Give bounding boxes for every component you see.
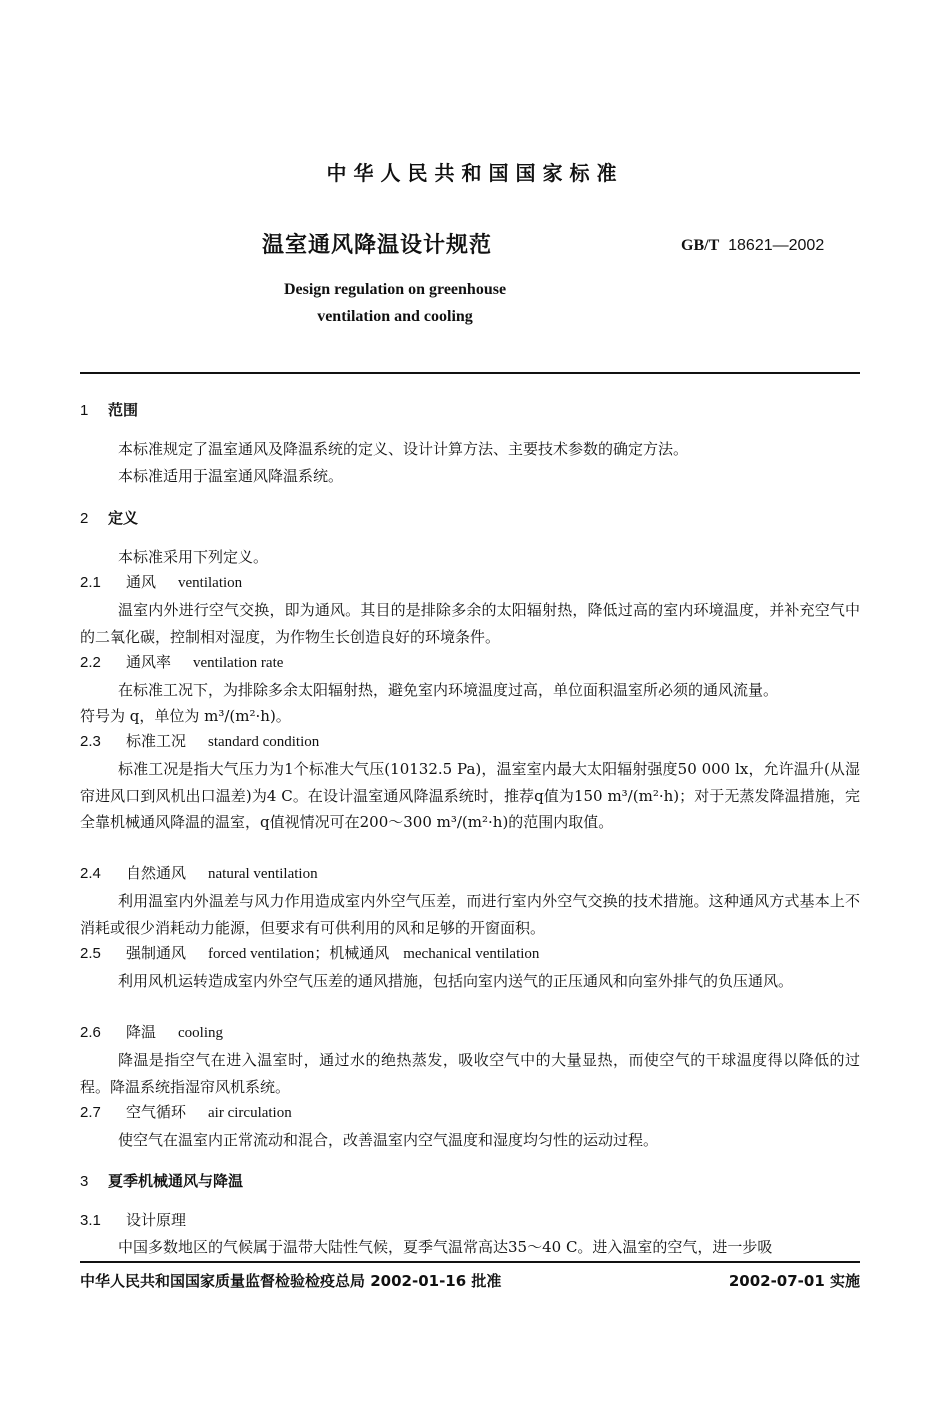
- definition-2-4-text: 利用温室内外温差与风力作用造成室内外空气压差，而进行室内外空气交换的技术措施。这种通风方式基本上不消耗或很少消耗动力能源，但要求有可供利用的风和足够的开窗面积。: [80, 892, 860, 937]
- definition-term-en: forced ventilation；机械通风: [208, 946, 390, 962]
- definition-term-en: ventilation rate: [193, 655, 284, 671]
- definition-term-en-2: mechanical ventilation: [403, 946, 540, 962]
- definition-2-7-heading: [80, 1101, 292, 1122]
- definition-number: 2.3: [80, 733, 101, 750]
- subsection-3-1-text: 中国多数地区的气候属于温带大陆性气候，夏季气温常高达35～40 C。进入温室的空气，进一步吸: [118, 1238, 773, 1256]
- definition-term: 自然通风: [126, 864, 187, 882]
- definition-number: 2.2: [80, 654, 101, 671]
- bottom-divider: [80, 1261, 860, 1263]
- standard-code: 18621—2002: [728, 237, 825, 254]
- definition-term-en: ventilation: [178, 575, 243, 591]
- footer-approval: 中华人民共和国国家质量监督检验检疫总局 2002-01-16 批准: [80, 1272, 502, 1290]
- section-number: 2: [80, 510, 89, 527]
- definition-2-1-heading: [80, 571, 242, 592]
- definition-2-2-heading: [80, 651, 283, 672]
- subsection-3-1-heading: [80, 1209, 186, 1230]
- header-national-standard: 中华人民共和国国家标准: [326, 161, 624, 185]
- subsection-number: 3.1: [80, 1212, 101, 1229]
- definition-term: 标准工况: [126, 732, 187, 750]
- english-title-line-2: ventilation and cooling: [317, 308, 473, 325]
- definition-number: 2.7: [80, 1104, 101, 1121]
- definition-term-en: natural ventilation: [208, 866, 318, 882]
- standard-prefix: GB/T: [681, 237, 720, 254]
- section-2-intro: 本标准采用下列定义。: [118, 548, 269, 566]
- section-number: 3: [80, 1173, 89, 1190]
- top-divider: [80, 372, 860, 374]
- definition-number: 2.5: [80, 945, 101, 962]
- standard-number: [681, 237, 824, 255]
- definition-number: 2.6: [80, 1024, 101, 1041]
- definition-2-7-text: 使空气在温室内正常流动和混合，改善温室内空气温度和湿度均匀性的运动过程。: [118, 1131, 659, 1149]
- definition-term: 通风率: [126, 653, 172, 671]
- definition-number: 2.1: [80, 574, 101, 591]
- section-number: 1: [80, 402, 89, 419]
- document-title: 温室通风降温设计规范: [262, 233, 493, 258]
- definition-term: 空气循环: [126, 1103, 187, 1121]
- section-3-heading: [80, 1170, 243, 1191]
- definition-2-2-text-2: 符号为 q，单位为 m³/(m²·h)。: [80, 707, 291, 725]
- definition-2-1-text: 温室内外进行空气交换，即为通风。其目的是排除多余的太阳辐射热，降低过高的室内环境温度，并补充空气中的二氧化碳，控制相对湿度，为作物生长创造良好的环境条件。: [80, 601, 860, 646]
- definition-term: 强制通风: [126, 944, 187, 962]
- section-title: 范围: [108, 401, 139, 419]
- definition-2-5-heading: [80, 942, 539, 963]
- section-2-heading: [80, 507, 138, 528]
- subsection-term: 设计原理: [126, 1211, 187, 1229]
- section-title: 定义: [108, 509, 139, 527]
- definition-number: 2.4: [80, 865, 101, 882]
- definition-2-6-text: 降温是指空气在进入温室时，通过水的绝热蒸发，吸收空气中的大量显热，而使空气的干球温度得以降低的过程。降温系统指湿帘风机系统。: [80, 1051, 860, 1096]
- definition-term-en: cooling: [178, 1025, 224, 1041]
- definition-term-en: air circulation: [208, 1105, 292, 1121]
- section-1-para-2: 本标准适用于温室通风降温系统。: [118, 467, 344, 485]
- english-title-line-1: Design regulation on greenhouse: [283, 281, 507, 298]
- footer-implementation: 2002-07-01 实施: [728, 1272, 860, 1290]
- definition-term-en: standard condition: [208, 734, 320, 750]
- definition-2-3-heading: [80, 730, 319, 751]
- definition-2-4-heading: [80, 862, 318, 883]
- section-title: 夏季机械通风与降温: [108, 1172, 244, 1190]
- definition-2-2-text-1: 在标准工况下，为排除多余太阳辐射热，避免室内环境温度过高，单位面积温室所必须的通风流量。: [118, 681, 779, 699]
- definition-term: 通风: [126, 573, 157, 591]
- definition-2-5-text: 利用风机运转造成室内外空气压差的通风措施，包括向室内送气的正压通风和向室外排气的负压通风。: [118, 972, 794, 990]
- definition-2-6-heading: [80, 1021, 223, 1042]
- definition-2-3-text: 标准工况是指大气压力为1个标准大气压(10132.5 Pa)，温室室内最大太阳辐射强度50 000 lx，允许温升(从湿帘进风口到风机出口温差)为4 C。在设计温室通风降温系统时，推荐q值为150 m³/(m²·h)；对于无蒸发降温措施，完全靠机械通风降温的温室，q值视情况可在200～300 m³/(m²·h)的范围内取值。: [80, 760, 860, 831]
- section-1-heading: [80, 399, 138, 420]
- definition-term: 降温: [126, 1023, 157, 1041]
- section-1-para-1: 本标准规定了温室通风及降温系统的定义、设计计算方法、主要技术参数的确定方法。: [118, 440, 689, 458]
